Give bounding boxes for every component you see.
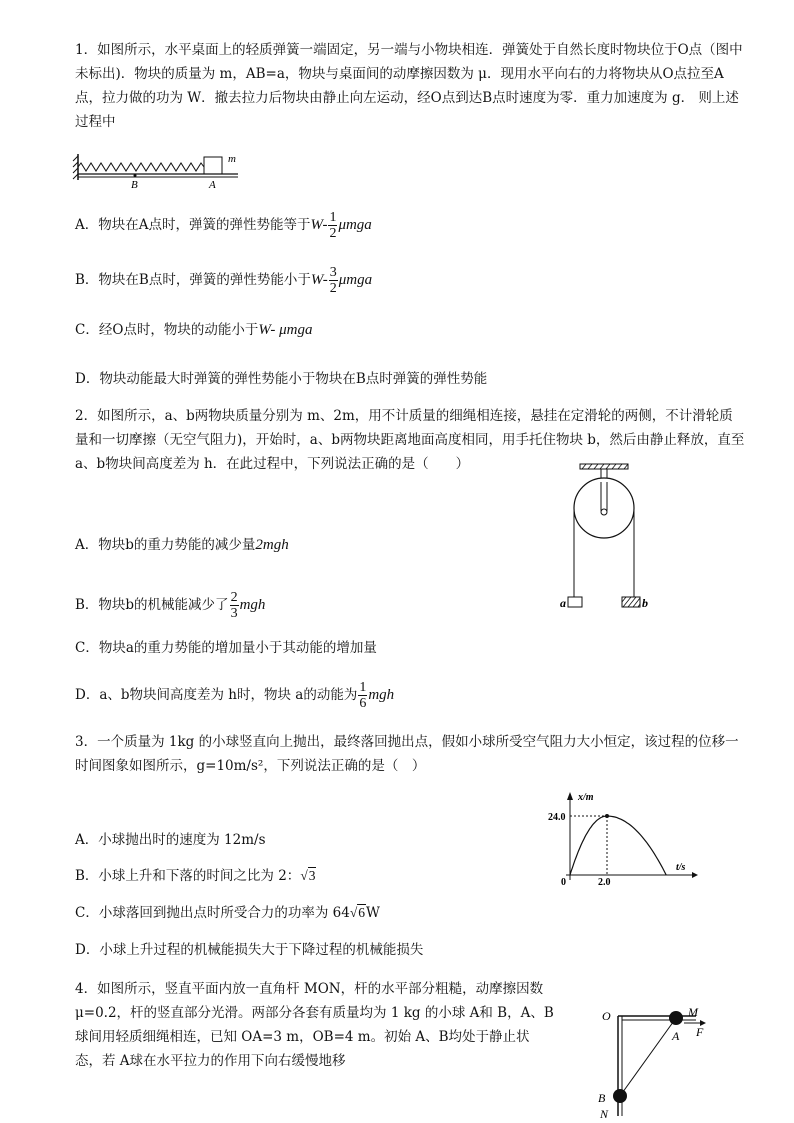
label-O: O bbox=[602, 1009, 611, 1023]
spring-block-figure bbox=[72, 148, 247, 190]
ball-B bbox=[613, 1089, 627, 1103]
label-N: N bbox=[600, 1107, 609, 1121]
q1-option-c: C．经O点时，物块的动能小于W- μmga bbox=[75, 322, 313, 338]
q3-option-c: C．小球落回到抛出点时所受合力的功率为 64√6W bbox=[75, 905, 380, 921]
label-a: a bbox=[560, 596, 566, 610]
origin-tick: 0 bbox=[561, 877, 566, 888]
q3-stem: 3．一个质量为 1kg 的小球竖直向上抛出，最终落回抛出点，假如小球所受空气阻力大小恒定，该过程的位移一时间图象如图所示，g=10m/s²，下列说法正确的是（ ） bbox=[75, 734, 739, 774]
q2-option-a: A．物块b的重力势能的减少量2mgh bbox=[75, 537, 289, 553]
q1-option-b: B．物块在B点时，弹簧的弹性势能小于W- $\frac{3}{2}$ μmga bbox=[75, 265, 373, 296]
q1-option-d: D．物块动能最大时弹簧的弹性势能小于物块在B点时弹簧的弹性势能 bbox=[75, 371, 488, 387]
label-A: A bbox=[672, 1029, 680, 1043]
q1-stem: 1．如图所示，水平桌面上的轻质弹簧一端固定，另一端与小物块相连．弹簧处于自然长度时物块位于O点（图中未标出)．物块的质量为 m，AB=a，物块与桌面间的动摩擦因数为 μ．现用水平向右的力将物块从O点拉至A点，拉力做的功为 W．撤去拉力后物块由静止向左运动，经O点到达B点时速度为零．重力加速度为 g． 则上述过程中 bbox=[75, 42, 743, 130]
q3-option-d: D．小球上升过程的机械能损失大于下降过程的机械能损失 bbox=[75, 942, 424, 958]
q3-option-b: B．小球上升和下落的时间之比为 2：√3 bbox=[75, 868, 316, 884]
q2-option-b: B．物块b的机械能减少了 $\frac{2}{3}$ mgh bbox=[75, 590, 266, 621]
x-axis-label: t/s bbox=[676, 862, 686, 873]
y-tick-24: 24.0 bbox=[548, 812, 566, 823]
q4-stem: 4．如图所示，竖直平面内放一直角杆 MON，杆的水平部分粗糙，动摩擦因数 μ=0.2，杆的竖直部分光滑。两部分各套有质量均为 1 kg 的小球 A和 B，A、B球间用轻质细绳相连，已知 OA=3 m，OB=4 m。初始 A、B均处于静止状态，若 A球在水平拉力的作用下向右缓慢地移 bbox=[75, 981, 554, 1069]
q1-option-a: A．物块在A点时，弹簧的弹性势能等于W- $\frac{1}{2}$ μmga bbox=[75, 210, 372, 241]
q2-stem: 2．如图所示，a、b两物块质量分别为 m、2m，用不计质量的细绳相连接，悬挂在定滑轮的两侧，不计滑轮质量和一切摩擦（无空气阻力)，开始时，a、b两物块距离地面高度相同，用手托住物块 b，然后由静止释放，直至 a、b物块间高度差为 h．在此过程中，下列说法正确的是（ ） bbox=[75, 408, 745, 472]
label-M: M bbox=[688, 1006, 698, 1019]
x-tick-2: 2.0 bbox=[598, 877, 611, 888]
label-F: F bbox=[696, 1025, 704, 1039]
q2-option-d: D．a、b物块间高度差为 h时，物块 a的动能为 $\frac{1}{6}$ mgh bbox=[75, 680, 395, 711]
label-m: m bbox=[228, 153, 236, 165]
right-angle-rod-figure bbox=[596, 1006, 716, 1123]
y-axis-label: x/m bbox=[578, 792, 594, 803]
displacement-time-chart bbox=[540, 788, 700, 888]
ball-A bbox=[669, 1011, 683, 1025]
label-B: B bbox=[131, 179, 138, 190]
label-b: b bbox=[642, 596, 648, 610]
q3-option-a: A．小球抛出时的速度为 12m/s bbox=[75, 832, 266, 848]
peak-point bbox=[605, 814, 609, 818]
q2-option-c: C．物块a的重力势能的增加量小于其动能的增加量 bbox=[75, 640, 377, 656]
label-B: B bbox=[598, 1091, 606, 1105]
x-axis-arrow bbox=[692, 872, 698, 878]
y-axis-arrow bbox=[567, 792, 573, 800]
pulley-figure bbox=[558, 462, 658, 612]
series-line bbox=[570, 816, 666, 875]
label-A: A bbox=[209, 179, 216, 190]
